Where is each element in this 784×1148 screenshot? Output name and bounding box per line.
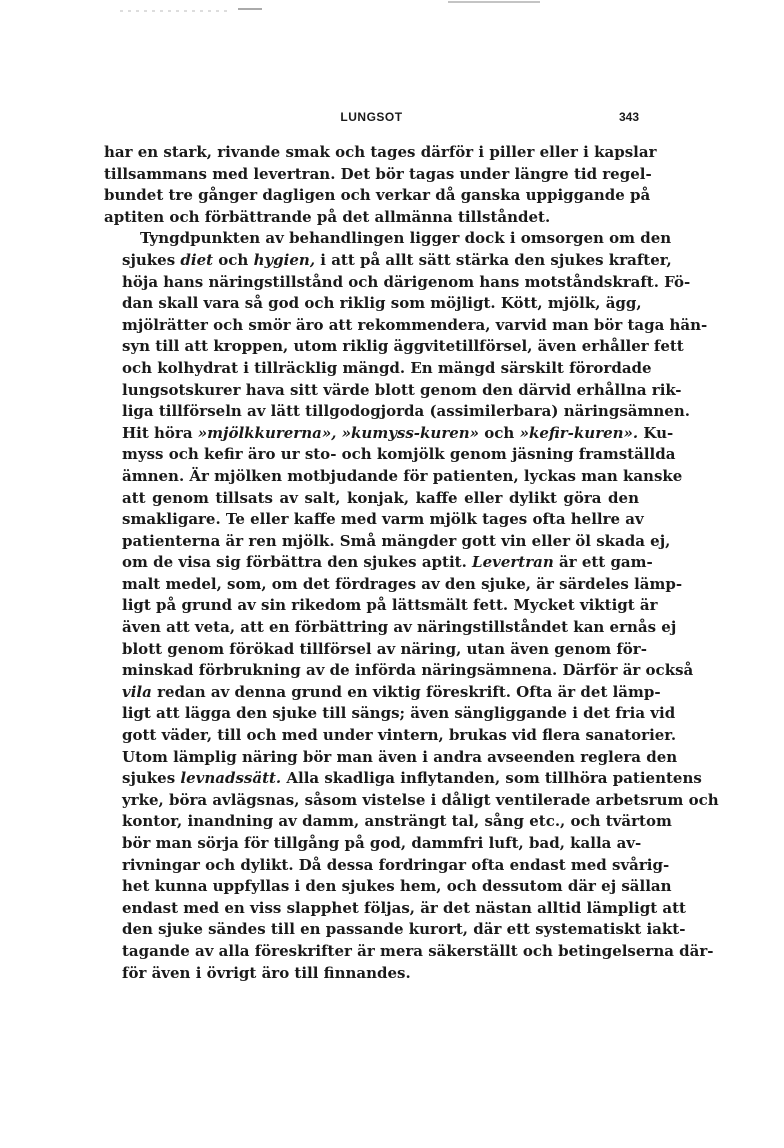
text-line — [104, 876, 672, 898]
text-line — [104, 833, 642, 855]
text-run: även att veta, att en förbättring av näringstillståndet kan ernås ej — [122, 618, 677, 637]
text-run: Hit höra — [122, 423, 198, 442]
text-run: endast med en viss slapphet följas, är det nästan alltid lämpligt att — [122, 898, 686, 917]
page-number: 343 — [618, 110, 639, 124]
text-run: smakligare. Te eller kaffe med varm mjölk tages ofta hellre av — [122, 510, 644, 529]
text-run: lungsotskurer hava sitt värde blott genom den därvid erhållna rik- — [122, 380, 682, 399]
italic-term: »kefir-kuren». — [519, 423, 639, 442]
text-run: höja hans näringstillstånd och därigenom hans motståndskraft. Fö- — [122, 272, 691, 291]
italic-term: vila — [122, 682, 152, 701]
text-run: är ett gam- — [553, 553, 653, 572]
text-line — [104, 552, 653, 574]
text-run: rivningar och dylikt. Då dessa fordringar ofta endast med svårig- — [122, 855, 670, 874]
paragraph — [104, 142, 657, 228]
text-line — [104, 639, 647, 661]
text-line — [104, 595, 658, 617]
running-title: LUNGSOT — [340, 110, 403, 124]
text-line — [104, 466, 683, 488]
text-run: het kunna uppfyllas i den sjukes hem, och dessutom där ej sällan — [122, 877, 672, 896]
text-run: patienterna är ren mjölk. Små mängder gott vin eller öl skada ej, — [122, 531, 671, 550]
text-line — [104, 336, 684, 358]
text-line — [104, 725, 677, 747]
text-line — [104, 811, 672, 833]
text-line — [104, 531, 671, 553]
text-run: redan av denna grund en viktig föreskrift. Ofta är det lämp- — [151, 682, 661, 701]
text-run: liga tillförseln av lätt tillgodogjorda (assimilerbara) näringsämnen. — [122, 402, 690, 421]
text-line — [104, 703, 676, 725]
text-run: malt medel, som, om det fördrages av den sjuke, är särdeles lämp- — [122, 574, 683, 593]
text-line — [104, 358, 652, 380]
text-line — [104, 509, 644, 531]
text-run: och kolhydrat i tillräcklig mängd. En mängd särskilt förordade — [122, 358, 652, 377]
text-run: ligt på grund av sin rikedom på lättsmält fett. Mycket viktigt är — [122, 596, 658, 615]
text-run: ämnen. Är mjölken motbjudande för patienten, lyckas man kanske — [122, 466, 683, 485]
text-line — [104, 747, 678, 769]
text-run: att genom tillsats av salt, konjak, kaffe eller dylikt göra den — [122, 488, 639, 507]
italic-term: »kumyss-kuren» — [341, 423, 480, 442]
text-run: bör man sörja för tillgång på god, dammfri luft, bad, kalla av- — [122, 834, 642, 852]
text-run: syn till att kroppen, utom riklig äggvitetillförsel, även erhåller fett — [122, 337, 684, 356]
text-line — [104, 855, 670, 877]
text-line — [104, 963, 639, 985]
text-line — [104, 790, 719, 812]
text-run: yrke, böra avlägsnas, såsom vistelse i dåligt ventilerade arbetsrum och — [122, 790, 719, 809]
text-run: minskad förbrukning av de införda näringsämnena. Därför är också — [122, 661, 694, 680]
text-run: Alla skadliga inflytanden, som tillhöra patientens — [281, 769, 702, 788]
scan-edge-marks — [0, 0, 784, 20]
paragraph — [104, 228, 719, 984]
body-text — [104, 142, 719, 984]
text-run: sjukes — [122, 769, 181, 788]
text-line — [104, 380, 682, 402]
text-run: gott väder, till och med under vintern, brukas vid flera sanatorier. — [122, 726, 677, 745]
text-run: ligt att lägga den sjuke till sängs; även sängliggande i det fria vid — [122, 704, 676, 723]
text-line — [104, 919, 686, 941]
text-line — [104, 164, 652, 186]
text-line — [104, 272, 691, 294]
text-line — [104, 293, 642, 315]
text-line — [104, 574, 683, 596]
text-line — [104, 315, 708, 337]
text-run: och — [213, 250, 254, 269]
text-run: aptiten och förbättrande på det allmänna tillståndet. — [104, 207, 551, 226]
text-line — [104, 444, 676, 466]
text-run: myss och kefir äro ur sto- och komjölk genom jäsning framställda — [122, 445, 676, 464]
text-line — [104, 142, 657, 164]
text-line — [104, 617, 677, 639]
italic-term: »mjölkkurerna», — [197, 423, 337, 442]
text-line — [104, 682, 661, 704]
text-run: bundet tre gånger dagligen och verkar då ganska uppiggande på — [104, 186, 651, 205]
text-line — [104, 660, 694, 682]
text-run: och — [479, 423, 520, 442]
text-run: Ku- — [638, 423, 674, 442]
italic-term: Levertran — [472, 553, 554, 572]
text-run: mjölrätter och smör äro att rekommendera, varvid man bör taga hän- — [122, 315, 708, 334]
text-run: tillsammans med levertran. Det bör tagas under längre tid regel- — [104, 164, 652, 183]
text-run: i att på allt sätt stärka den sjukes krafter, — [315, 250, 672, 269]
italic-term: levnadssätt. — [180, 769, 282, 788]
text-line — [104, 207, 639, 229]
text-line — [104, 423, 674, 445]
page-header — [104, 110, 639, 130]
text-run: om de visa sig förbättra den sjukes aptit. — [122, 553, 473, 572]
italic-term: hygien, — [253, 250, 316, 269]
text-line — [104, 898, 686, 920]
text-line — [104, 185, 651, 207]
text-run: blott genom förökad tillförsel av näring, utan även genom för- — [122, 639, 647, 658]
text-line — [104, 488, 639, 510]
text-line — [104, 228, 672, 250]
text-line — [104, 941, 714, 963]
text-run: dan skall vara så god och riklig som möjligt. Kött, mjölk, ägg, — [122, 294, 642, 313]
italic-term: diet — [180, 250, 214, 269]
text-line — [104, 401, 690, 423]
text-line — [104, 250, 672, 272]
text-run: har en stark, rivande smak och tages därför i piller eller i kapslar — [104, 143, 657, 161]
text-run: kontor, inandning av damm, ansträngt tal, sång etc., och tvärtom — [122, 812, 672, 831]
text-run: den sjuke sändes till en passande kurort, där ett systematiskt iakt- — [122, 920, 686, 939]
text-run: tagande av alla föreskrifter är mera säkerställt och betingelserna där- — [122, 941, 714, 960]
text-line — [104, 768, 702, 790]
text-run: Tyngdpunkten av behandlingen ligger dock i omsorgen om den — [140, 229, 672, 248]
text-run: sjukes — [122, 250, 181, 269]
text-run: för även i övrigt äro till finnandes. — [122, 963, 411, 982]
text-run: Utom lämplig näring bör man även i andra avseenden reglera den — [122, 747, 678, 766]
